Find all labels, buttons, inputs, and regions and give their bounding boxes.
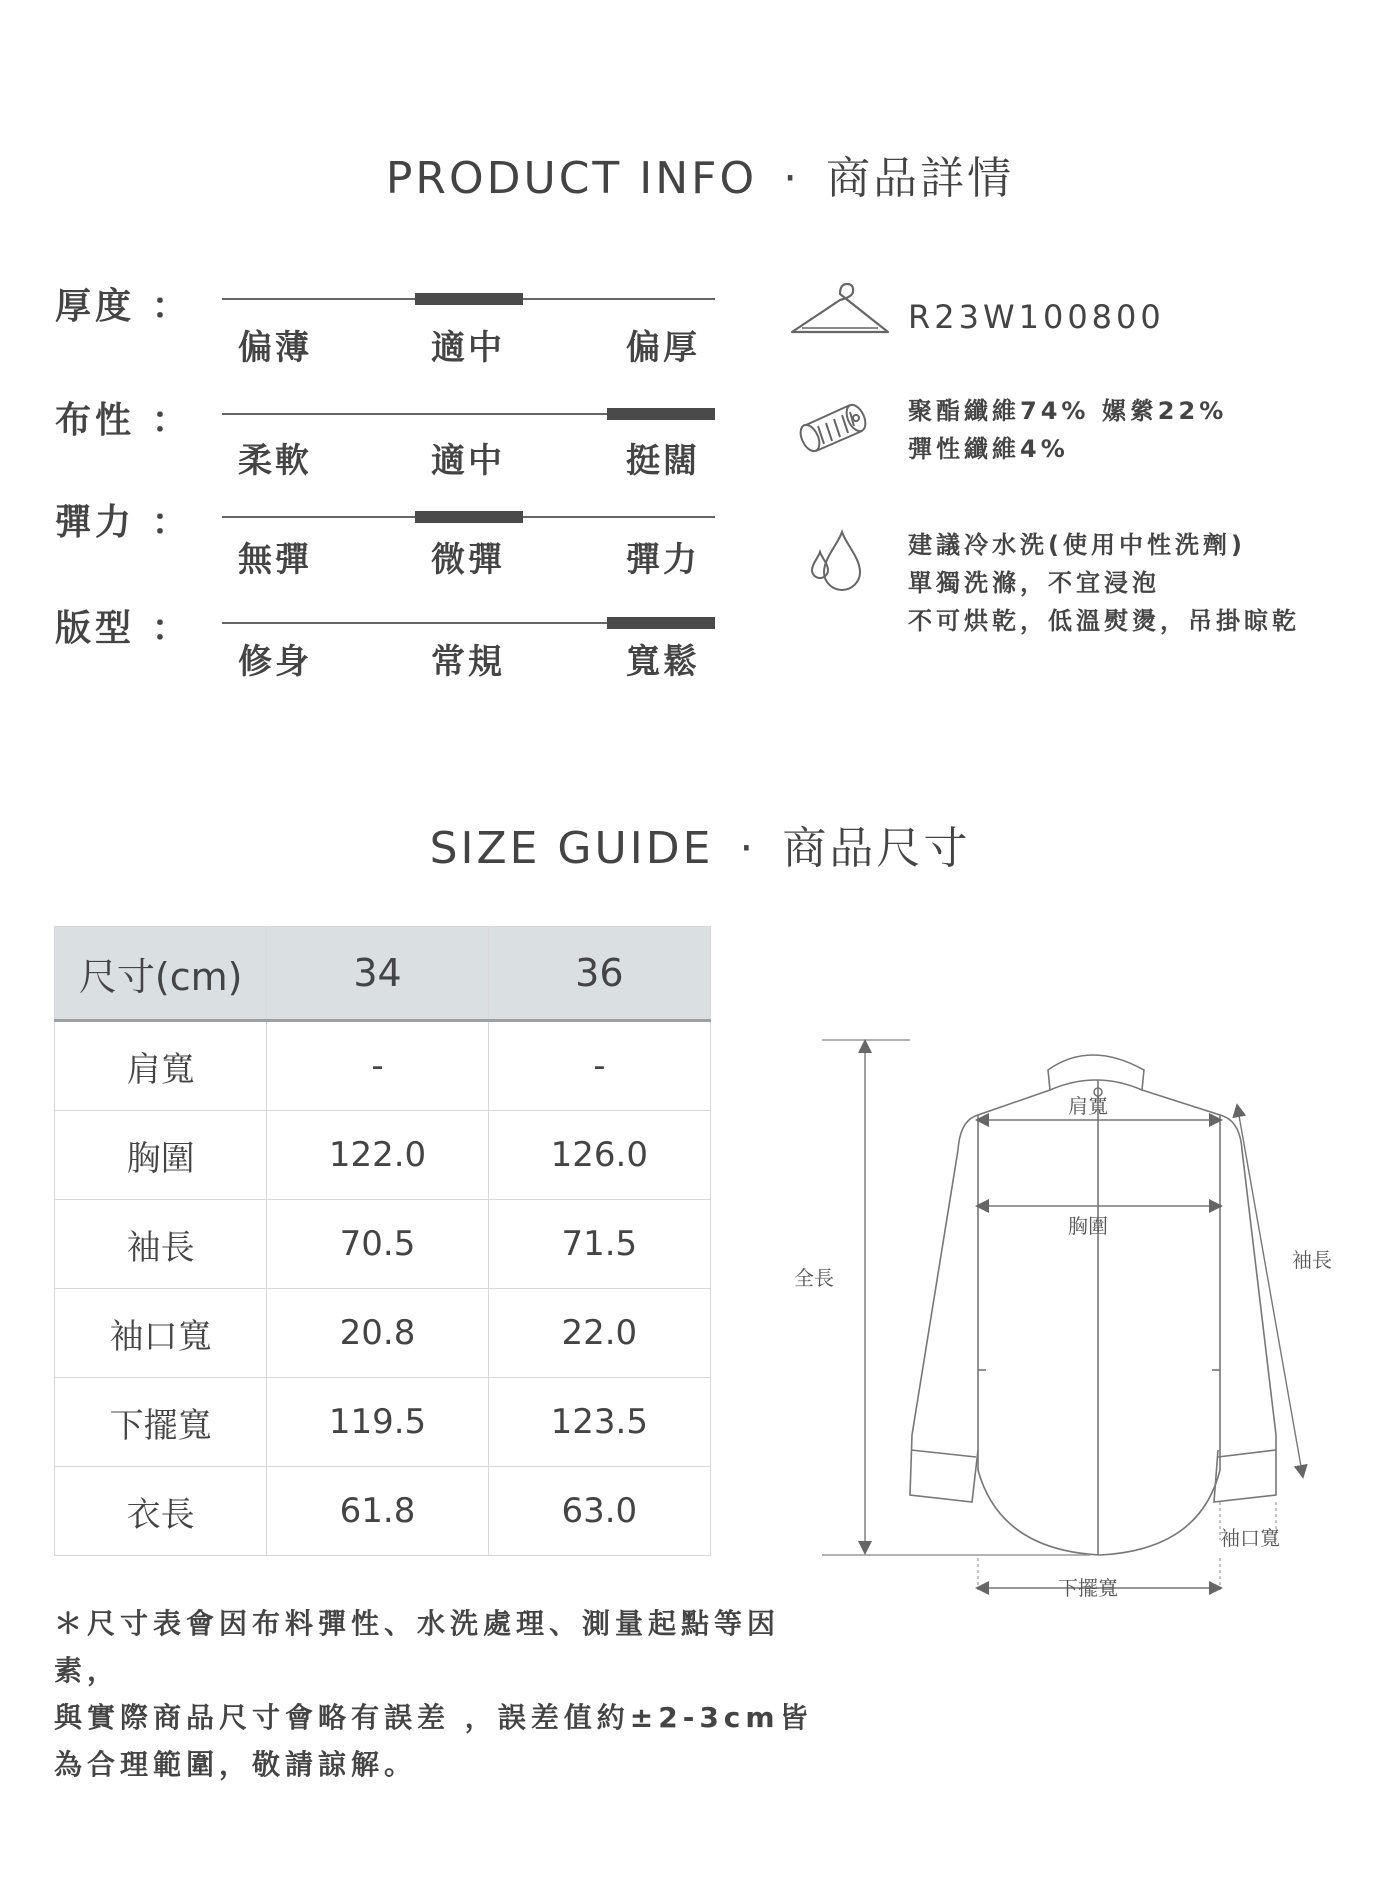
shirt-body (978, 1090, 1220, 1555)
shirt-collar (1048, 1055, 1144, 1090)
note-line-3: 為合理範圍，敬請諒解。 (54, 1748, 418, 1781)
composition-text (908, 392, 1227, 468)
hanger-icon (790, 280, 890, 340)
product-info-title-en: PRODUCT INFO (385, 153, 758, 204)
table-row (55, 1021, 711, 1111)
diagram-label-hem: 下擺寬 (1058, 1576, 1118, 1600)
scale-option-thin: 偏薄 (238, 328, 312, 368)
care-line-1: 建議冷水洗(使用中性洗劑) (908, 531, 1246, 559)
table-cell: 20.8 (267, 1289, 488, 1378)
table-row (55, 1378, 711, 1467)
composition-line-1: 聚酯纖維74% 嫘縈22% (908, 397, 1228, 425)
table-cell: 70.5 (267, 1200, 488, 1289)
row-label: 下擺寬 (55, 1378, 267, 1467)
header-cell: 34 (267, 927, 488, 1021)
diagram-label-shoulder: 肩寬 (1068, 1094, 1108, 1118)
care-line-3: 不可烘乾，低溫熨燙，吊掛晾乾 (908, 607, 1300, 635)
scale-option-stretch: 彈力 (626, 540, 700, 580)
table-row (55, 1289, 711, 1378)
scale-option-regular: 常規 (431, 642, 505, 682)
diagram-label-sleeve: 袖長 (1292, 1248, 1332, 1272)
shirt-right-sleeve (1214, 1115, 1276, 1502)
scale-option-medium: 適中 (431, 441, 505, 481)
note-line-1: ＊尺寸表會因布料彈性、水洗處理、測量起點等因素， (54, 1607, 781, 1687)
scale-option-loose: 寬鬆 (626, 642, 700, 682)
scale-option-medium: 適中 (431, 328, 505, 368)
size-guide-heading (0, 812, 1400, 876)
attr-label-fabric: 布性 ： (55, 400, 192, 441)
table-cell: 126.0 (488, 1111, 710, 1200)
thread-spool-icon (798, 398, 878, 464)
size-table (54, 926, 711, 1556)
care-instructions (908, 526, 1300, 640)
scale-marker-thickness (415, 293, 523, 305)
water-drops-icon (806, 528, 866, 596)
table-cell: 61.8 (267, 1467, 488, 1556)
row-label: 胸圍 (55, 1111, 267, 1200)
shirt-left-sleeve (910, 1115, 978, 1502)
product-code: R23W100800 (908, 298, 1165, 336)
size-disclaimer-note (54, 1600, 834, 1788)
size-table-header (55, 927, 711, 1021)
row-label: 袖口寬 (55, 1289, 267, 1378)
table-cell: 123.5 (488, 1378, 710, 1467)
attr-label-fit: 版型 ： (55, 608, 192, 649)
heading-separator: · (739, 823, 757, 874)
table-cell: 22.0 (488, 1289, 710, 1378)
scale-option-soft: 柔軟 (238, 441, 312, 481)
product-info-heading (0, 142, 1400, 206)
care-line-2: 單獨洗滌，不宜浸泡 (908, 569, 1160, 597)
row-label: 袖長 (55, 1200, 267, 1289)
diagram-label-cuff: 袖口寬 (1220, 1526, 1280, 1550)
table-row (55, 1200, 711, 1289)
table-cell: - (488, 1021, 710, 1111)
table-cell: 63.0 (488, 1467, 710, 1556)
heading-separator: · (783, 153, 801, 204)
attr-label-stretch: 彈力 ： (55, 502, 192, 543)
note-line-2: 與實際商品尺寸會略有誤差 ，誤差值約±2-3cm皆 (54, 1701, 813, 1734)
diagram-label-length: 全長 (794, 1266, 834, 1290)
size-guide-title-en: SIZE GUIDE (429, 823, 714, 874)
table-cell: 119.5 (267, 1378, 488, 1467)
scale-option-no-stretch: 無彈 (238, 540, 312, 580)
table-cell: 71.5 (488, 1200, 710, 1289)
header-cell: 尺寸(cm) (55, 927, 267, 1021)
product-info-title-zh: 商品詳情 (826, 153, 1015, 204)
diagram-label-chest: 胸圍 (1068, 1214, 1108, 1238)
table-cell: 122.0 (267, 1111, 488, 1200)
row-label: 肩寬 (55, 1021, 267, 1111)
scale-marker-stretch (415, 511, 523, 523)
row-label: 衣長 (55, 1467, 267, 1556)
scale-option-crisp: 挺闊 (626, 441, 700, 481)
scale-marker-fabric (607, 408, 715, 420)
scale-option-slim: 修身 (238, 642, 312, 682)
table-row (55, 1467, 711, 1556)
scale-option-slight-stretch: 微彈 (431, 540, 505, 580)
header-cell: 36 (488, 927, 710, 1021)
table-row (55, 1111, 711, 1200)
size-guide-title-zh: 商品尺寸 (782, 823, 971, 874)
scale-marker-fit (607, 617, 715, 629)
composition-line-2: 彈性纖維4% (908, 435, 1069, 463)
table-cell: - (267, 1021, 488, 1111)
attr-label-thickness: 厚度 ： (55, 286, 192, 327)
scale-option-thick: 偏厚 (626, 328, 700, 368)
